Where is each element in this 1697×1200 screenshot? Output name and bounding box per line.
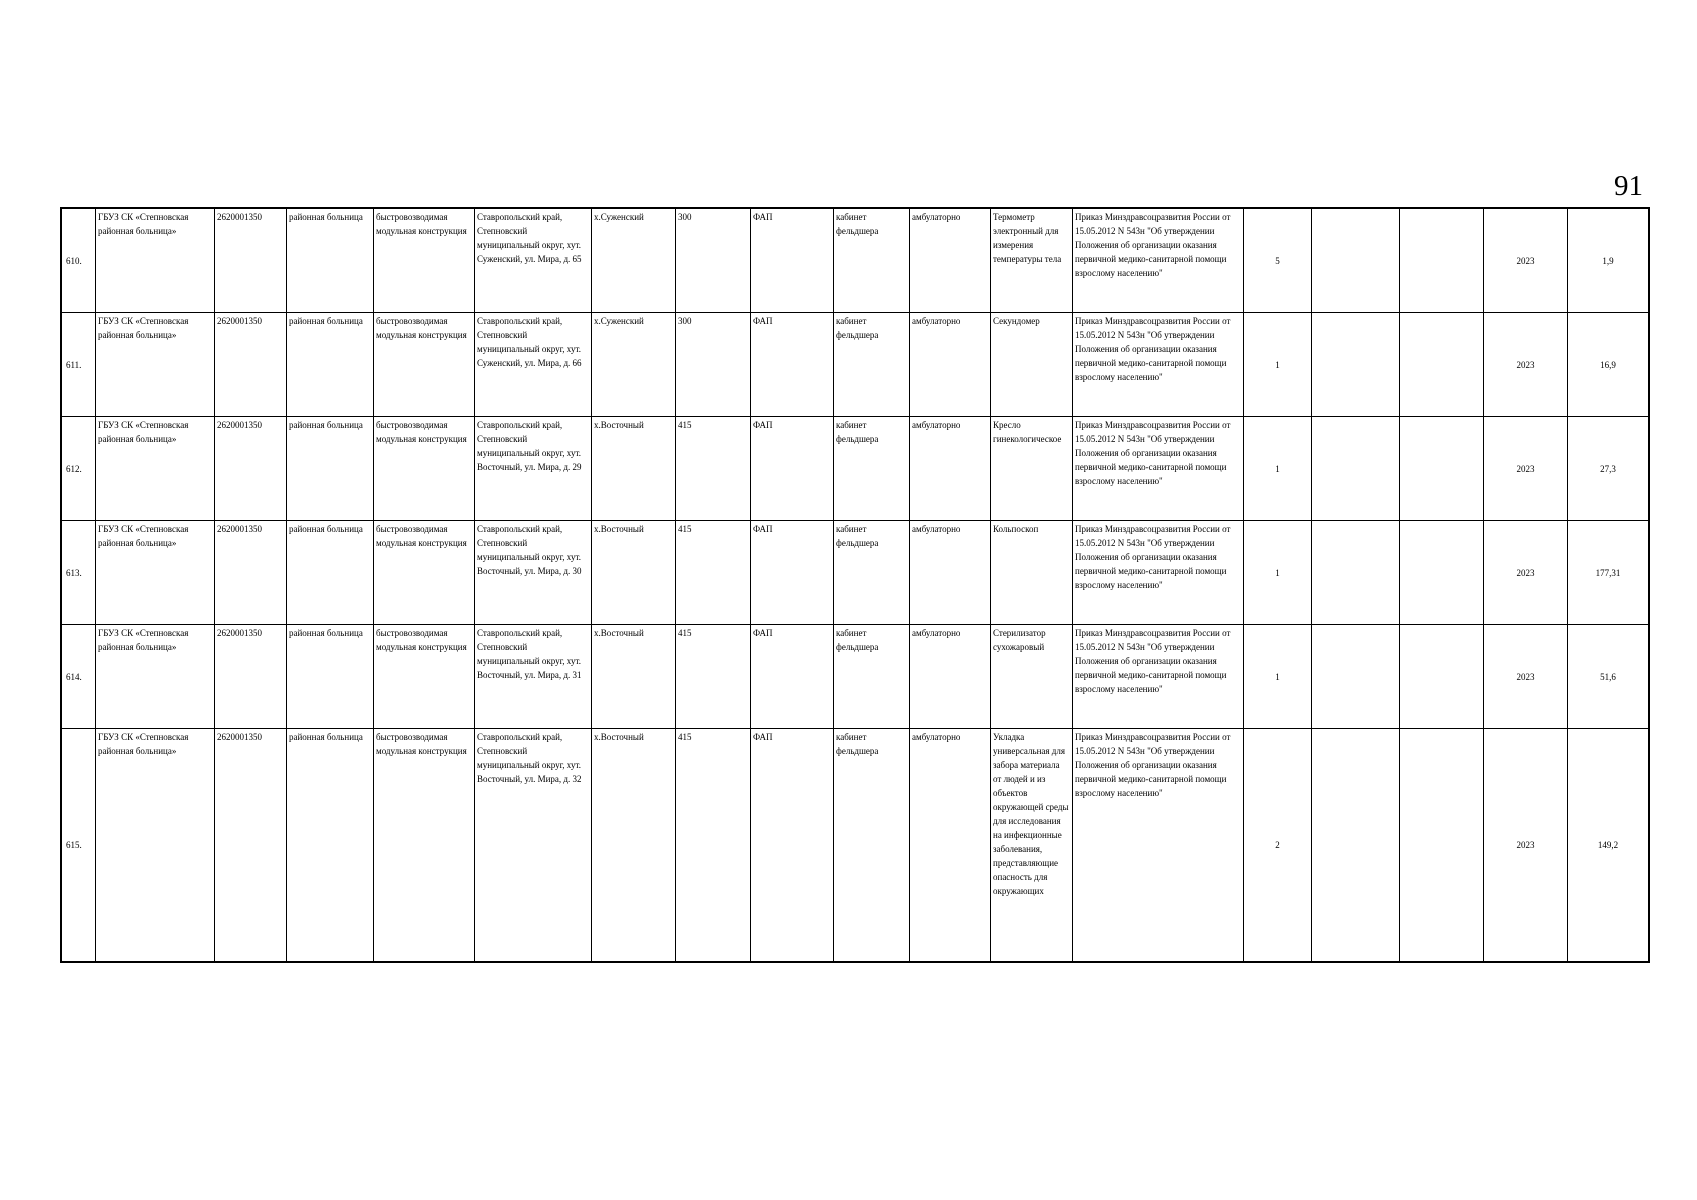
building-type-cell: быстровозводимая модульная конструкция xyxy=(374,729,475,962)
unit-cell: ФАП xyxy=(751,313,834,417)
register-table xyxy=(61,208,1649,962)
institution-cell: ГБУЗ СК «Степновская районная больница» xyxy=(96,521,215,625)
table-row xyxy=(62,417,1649,521)
cost-cell: 149,2 xyxy=(1568,729,1649,962)
building-type-cell: быстровозводимая модульная конструкция xyxy=(374,521,475,625)
year-cell: 2023 xyxy=(1484,209,1568,313)
code-cell: 2620001350 xyxy=(215,729,287,962)
room-cell: кабинет фельдшера xyxy=(834,209,910,313)
equipment-cell: Термометр электронный для измерения температуры тела xyxy=(991,209,1073,313)
room-cell: кабинет фельдшера xyxy=(834,417,910,521)
empty-cell xyxy=(1312,729,1400,962)
table-row xyxy=(62,209,1649,313)
row-number-cell: 610. xyxy=(62,209,96,313)
code-cell: 2620001350 xyxy=(215,417,287,521)
care-form-cell: амбулаторно xyxy=(910,729,991,962)
building-type-cell: быстровозводимая модульная конструкция xyxy=(374,625,475,729)
building-type-cell: быстровозводимая модульная конструкция xyxy=(374,417,475,521)
facility-type-cell: районная больница xyxy=(287,625,374,729)
unit-cell: ФАП xyxy=(751,521,834,625)
institution-cell: ГБУЗ СК «Степновская районная больница» xyxy=(96,417,215,521)
year-cell: 2023 xyxy=(1484,625,1568,729)
year-cell: 2023 xyxy=(1484,729,1568,962)
unit-cell: ФАП xyxy=(751,209,834,313)
order-cell: Приказ Минздравсоцразвития России от 15.05.2012 N 543н "Об утверждении Положения об организации оказания первичной медико-санитарной помощи взрослому населению" xyxy=(1073,521,1244,625)
cost-cell: 177,31 xyxy=(1568,521,1649,625)
care-form-cell: амбулаторно xyxy=(910,521,991,625)
population-cell: 415 xyxy=(676,625,751,729)
facility-type-cell: районная больница xyxy=(287,209,374,313)
quantity-cell: 1 xyxy=(1244,417,1312,521)
address-cell: Ставропольский край, Степновский муниципальный округ, хут. Суженский, ул. Мира, д. 66 xyxy=(475,313,592,417)
table-row xyxy=(62,625,1649,729)
institution-cell: ГБУЗ СК «Степновская районная больница» xyxy=(96,209,215,313)
code-cell: 2620001350 xyxy=(215,209,287,313)
population-cell: 300 xyxy=(676,313,751,417)
settlement-cell: х.Восточный xyxy=(592,417,676,521)
order-cell: Приказ Минздравсоцразвития России от 15.05.2012 N 543н "Об утверждении Положения об организации оказания первичной медико-санитарной помощи взрослому населению" xyxy=(1073,417,1244,521)
address-cell: Ставропольский край, Степновский муниципальный округ, хут. Восточный, ул. Мира, д. 32 xyxy=(475,729,592,962)
row-number-cell: 614. xyxy=(62,625,96,729)
cost-cell: 16,9 xyxy=(1568,313,1649,417)
settlement-cell: х.Суженский xyxy=(592,313,676,417)
population-cell: 415 xyxy=(676,417,751,521)
table-row xyxy=(62,521,1649,625)
order-cell: Приказ Минздравсоцразвития России от 15.05.2012 N 543н "Об утверждении Положения об организации оказания первичной медико-санитарной помощи взрослому населению" xyxy=(1073,209,1244,313)
address-cell: Ставропольский край, Степновский муниципальный округ, хут. Восточный, ул. Мира, д. 31 xyxy=(475,625,592,729)
empty-cell xyxy=(1312,417,1400,521)
institution-cell: ГБУЗ СК «Степновская районная больница» xyxy=(96,313,215,417)
care-form-cell: амбулаторно xyxy=(910,625,991,729)
quantity-cell: 1 xyxy=(1244,625,1312,729)
care-form-cell: амбулаторно xyxy=(910,417,991,521)
page-number: 91 xyxy=(1614,170,1643,202)
care-form-cell: амбулаторно xyxy=(910,209,991,313)
empty-cell xyxy=(1312,625,1400,729)
settlement-cell: х.Восточный xyxy=(592,625,676,729)
unit-cell: ФАП xyxy=(751,625,834,729)
row-number-cell: 611. xyxy=(62,313,96,417)
room-cell: кабинет фельдшера xyxy=(834,625,910,729)
quantity-cell: 5 xyxy=(1244,209,1312,313)
unit-cell: ФАП xyxy=(751,729,834,962)
year-cell: 2023 xyxy=(1484,521,1568,625)
settlement-cell: х.Восточный xyxy=(592,521,676,625)
order-cell: Приказ Минздравсоцразвития России от 15.05.2012 N 543н "Об утверждении Положения об организации оказания первичной медико-санитарной помощи взрослому населению" xyxy=(1073,729,1244,962)
population-cell: 415 xyxy=(676,521,751,625)
facility-type-cell: районная больница xyxy=(287,729,374,962)
building-type-cell: быстровозводимая модульная конструкция xyxy=(374,209,475,313)
population-cell: 415 xyxy=(676,729,751,962)
equipment-cell: Секундомер xyxy=(991,313,1073,417)
empty-cell xyxy=(1312,521,1400,625)
quantity-cell: 2 xyxy=(1244,729,1312,962)
order-cell: Приказ Минздравсоцразвития России от 15.05.2012 N 543н "Об утверждении Положения об организации оказания первичной медико-санитарной помощи взрослому населению" xyxy=(1073,313,1244,417)
table-body xyxy=(62,209,1649,962)
order-cell: Приказ Минздравсоцразвития России от 15.05.2012 N 543н "Об утверждении Положения об организации оказания первичной медико-санитарной помощи взрослому населению" xyxy=(1073,625,1244,729)
row-number-cell: 612. xyxy=(62,417,96,521)
equipment-cell: Стерилизатор сухожаровый xyxy=(991,625,1073,729)
cost-cell: 27,3 xyxy=(1568,417,1649,521)
care-form-cell: амбулаторно xyxy=(910,313,991,417)
empty-cell xyxy=(1400,417,1484,521)
code-cell: 2620001350 xyxy=(215,313,287,417)
empty-cell xyxy=(1400,209,1484,313)
empty-cell xyxy=(1312,313,1400,417)
cost-cell: 51,6 xyxy=(1568,625,1649,729)
settlement-cell: х.Восточный xyxy=(592,729,676,962)
settlement-cell: х.Суженский xyxy=(592,209,676,313)
institution-cell: ГБУЗ СК «Степновская районная больница» xyxy=(96,729,215,962)
address-cell: Ставропольский край, Степновский муниципальный округ, хут. Восточный, ул. Мира, д. 29 xyxy=(475,417,592,521)
code-cell: 2620001350 xyxy=(215,625,287,729)
empty-cell xyxy=(1400,729,1484,962)
address-cell: Ставропольский край, Степновский муниципальный округ, хут. Суженский, ул. Мира, д. 65 xyxy=(475,209,592,313)
table-row xyxy=(62,729,1649,962)
empty-cell xyxy=(1400,521,1484,625)
cost-cell: 1,9 xyxy=(1568,209,1649,313)
facility-type-cell: районная больница xyxy=(287,313,374,417)
code-cell: 2620001350 xyxy=(215,521,287,625)
table-row xyxy=(62,313,1649,417)
equipment-cell: Кресло гинекологическое xyxy=(991,417,1073,521)
room-cell: кабинет фельдшера xyxy=(834,729,910,962)
institution-cell: ГБУЗ СК «Степновская районная больница» xyxy=(96,625,215,729)
equipment-cell: Кольпоскоп xyxy=(991,521,1073,625)
empty-cell xyxy=(1312,209,1400,313)
room-cell: кабинет фельдшера xyxy=(834,313,910,417)
facility-type-cell: районная больница xyxy=(287,521,374,625)
row-number-cell: 615. xyxy=(62,729,96,962)
facility-type-cell: районная больница xyxy=(287,417,374,521)
year-cell: 2023 xyxy=(1484,417,1568,521)
row-number-cell: 613. xyxy=(62,521,96,625)
equipment-cell: Укладка универсальная для забора материала от людей и из объектов окружающей среды для исследования на инфекционные заболевания, представляющие опасность для окружающих xyxy=(991,729,1073,962)
room-cell: кабинет фельдшера xyxy=(834,521,910,625)
empty-cell xyxy=(1400,625,1484,729)
unit-cell: ФАП xyxy=(751,417,834,521)
address-cell: Ставропольский край, Степновский муниципальный округ, хут. Восточный, ул. Мира, д. 30 xyxy=(475,521,592,625)
quantity-cell: 1 xyxy=(1244,313,1312,417)
population-cell: 300 xyxy=(676,209,751,313)
quantity-cell: 1 xyxy=(1244,521,1312,625)
building-type-cell: быстровозводимая модульная конструкция xyxy=(374,313,475,417)
year-cell: 2023 xyxy=(1484,313,1568,417)
empty-cell xyxy=(1400,313,1484,417)
